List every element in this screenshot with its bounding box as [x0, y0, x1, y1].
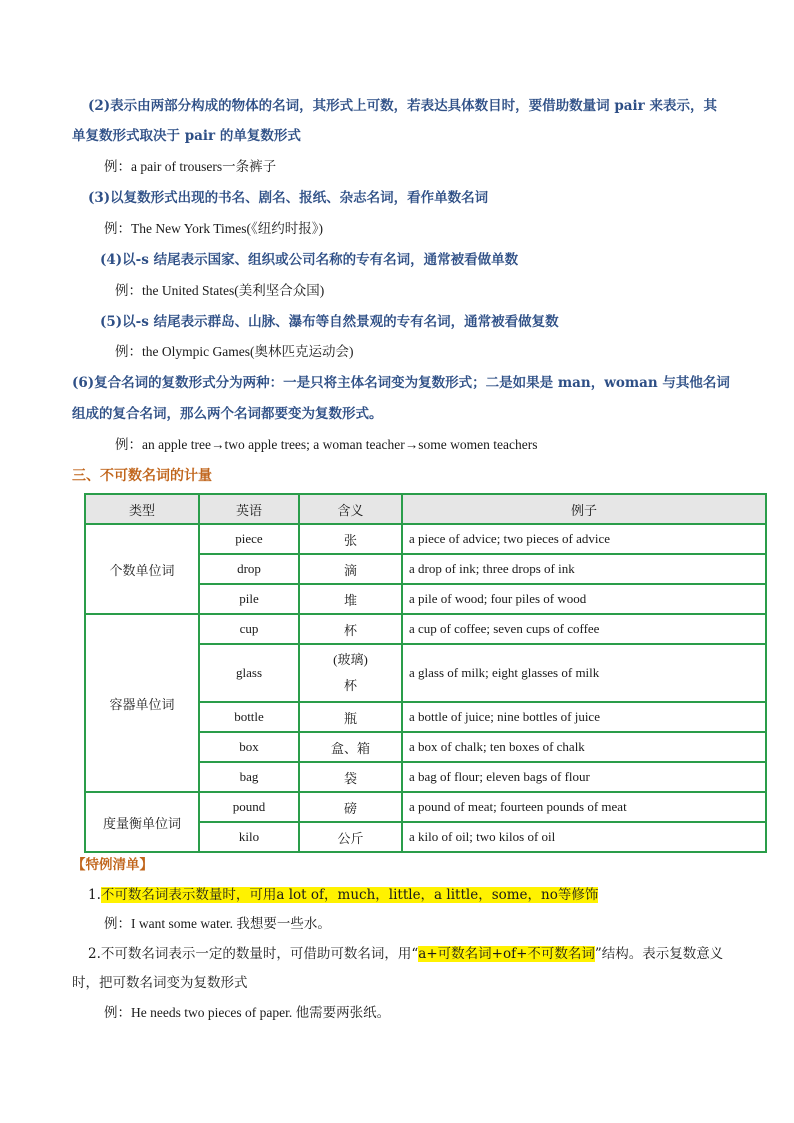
cell-example: a cup of coffee; seven cups of coffee: [402, 614, 766, 644]
cell-meaning: 磅: [299, 792, 402, 822]
special-item2: [88, 944, 723, 964]
special-item1: [88, 885, 598, 905]
special-heading: 【特例清单】: [72, 857, 153, 873]
para2-line2: 单复数形式取决于 pair 的单复数形式: [72, 128, 301, 144]
item2-suffix: ”结构。表示复数意义: [594, 946, 724, 962]
cell-english: glass: [199, 644, 299, 702]
cell-english: pile: [199, 584, 299, 614]
cell-meaning: 张: [299, 524, 402, 554]
unit-table: [84, 493, 767, 853]
cell-english: bag: [199, 762, 299, 792]
cell-example: a bag of flour; eleven bags of flour: [402, 762, 766, 792]
cell-english: bottle: [199, 702, 299, 732]
cell-english: drop: [199, 554, 299, 584]
para4-text: (4)以-s 结尾表示国家、组织或公司名称的专有名词，通常被看做单数: [100, 252, 519, 268]
para2-line1: (2)表示由两部分构成的物体的名词，其形式上可数，若表达具体数目时，要借助数量词 pair 来表示，其: [88, 98, 717, 114]
cell-example: a drop of ink; three drops of ink: [402, 554, 766, 584]
para6-line1: (6)复合名词的复数形式分为两种：一是只将主体名词变为复数形式；二是如果是 man，woman 与其他名词: [72, 375, 730, 391]
para2-example: 例：a pair of trousers一条裤子: [104, 159, 277, 174]
cell-english: box: [199, 732, 299, 762]
para3-example: 例：The New York Times(《纽约时报》): [104, 221, 324, 236]
item1-example: 例：I want some water. 我想要一些水。: [104, 916, 331, 931]
cell-example: a pound of meat; fourteen pounds of meat: [402, 792, 766, 822]
cell-meaning: 瓶: [299, 702, 402, 732]
header-meaning: 含义: [299, 494, 402, 524]
table-row: [85, 792, 766, 822]
cell-meaning: 公斤: [299, 822, 402, 852]
section-heading: 三、不可数名词的计量: [72, 468, 212, 484]
group-measure-units: 度量衡单位词: [85, 792, 199, 852]
cell-meaning-line1: (玻璃): [333, 652, 368, 667]
cell-example: a piece of advice; two pieces of advice: [402, 524, 766, 554]
cell-example: a pile of wood; four piles of wood: [402, 584, 766, 614]
header-example: 例子: [402, 494, 766, 524]
cell-english: cup: [199, 614, 299, 644]
item1-highlight3: 等修饰: [557, 887, 599, 903]
cell-example: a glass of milk; eight glasses of milk: [402, 644, 766, 702]
cell-meaning-line2: 杯: [343, 678, 357, 693]
cell-meaning: 袋: [299, 762, 402, 792]
item1-highlight1: 不可数名词表示数量时，可用: [100, 887, 277, 903]
item2-highlight: a+可数名词+of+不可数名词: [418, 946, 595, 962]
cell-meaning: 杯: [299, 614, 402, 644]
table-row: [85, 614, 766, 644]
group-container-units: 容器单位词: [85, 614, 199, 792]
cell-english: pound: [199, 792, 299, 822]
header-english: 英语: [199, 494, 299, 524]
para4-example: 例：the United States(美利坚合众国): [115, 283, 325, 298]
item2-line2: 时，把可数名词变为复数形式: [72, 975, 248, 991]
cell-example: a box of chalk; ten boxes of chalk: [402, 732, 766, 762]
para3-text: (3)以复数形式出现的书名、剧名、报纸、杂志名词，看作单数名词: [88, 190, 489, 206]
item2-prefix: 2.不可数名词表示一定的数量时，可借助可数名词，用“: [88, 946, 419, 962]
para6-example: 例：an apple tree→two apple trees; a woman teacher→some women teachers: [115, 437, 538, 452]
item1-highlight2: a lot of，much，little，a little，some，no: [276, 887, 558, 903]
para5-example: 例：the Olympic Games(奥林匹克运动会): [115, 344, 354, 359]
para5-text: (5)以-s 结尾表示群岛、山脉、瀑布等自然景观的专有名词，通常被看做复数: [100, 314, 559, 330]
cell-example: a bottle of juice; nine bottles of juice: [402, 702, 766, 732]
header-type: 类型: [85, 494, 199, 524]
table-row: [85, 524, 766, 554]
cell-meaning: [299, 644, 402, 702]
cell-english: piece: [199, 524, 299, 554]
group-count-units: 个数单位词: [85, 524, 199, 614]
cell-meaning: 滴: [299, 554, 402, 584]
cell-example: a kilo of oil; two kilos of oil: [402, 822, 766, 852]
table-header-row: [85, 494, 766, 524]
cell-meaning: 盒、箱: [299, 732, 402, 762]
para6-line2: 组成的复合名词，那么两个名词都要变为复数形式。: [72, 406, 383, 422]
item2-example: 例：He needs two pieces of paper. 他需要两张纸。: [104, 1005, 391, 1020]
cell-english: kilo: [199, 822, 299, 852]
item1-prefix: 1.: [88, 887, 101, 903]
cell-meaning: 堆: [299, 584, 402, 614]
